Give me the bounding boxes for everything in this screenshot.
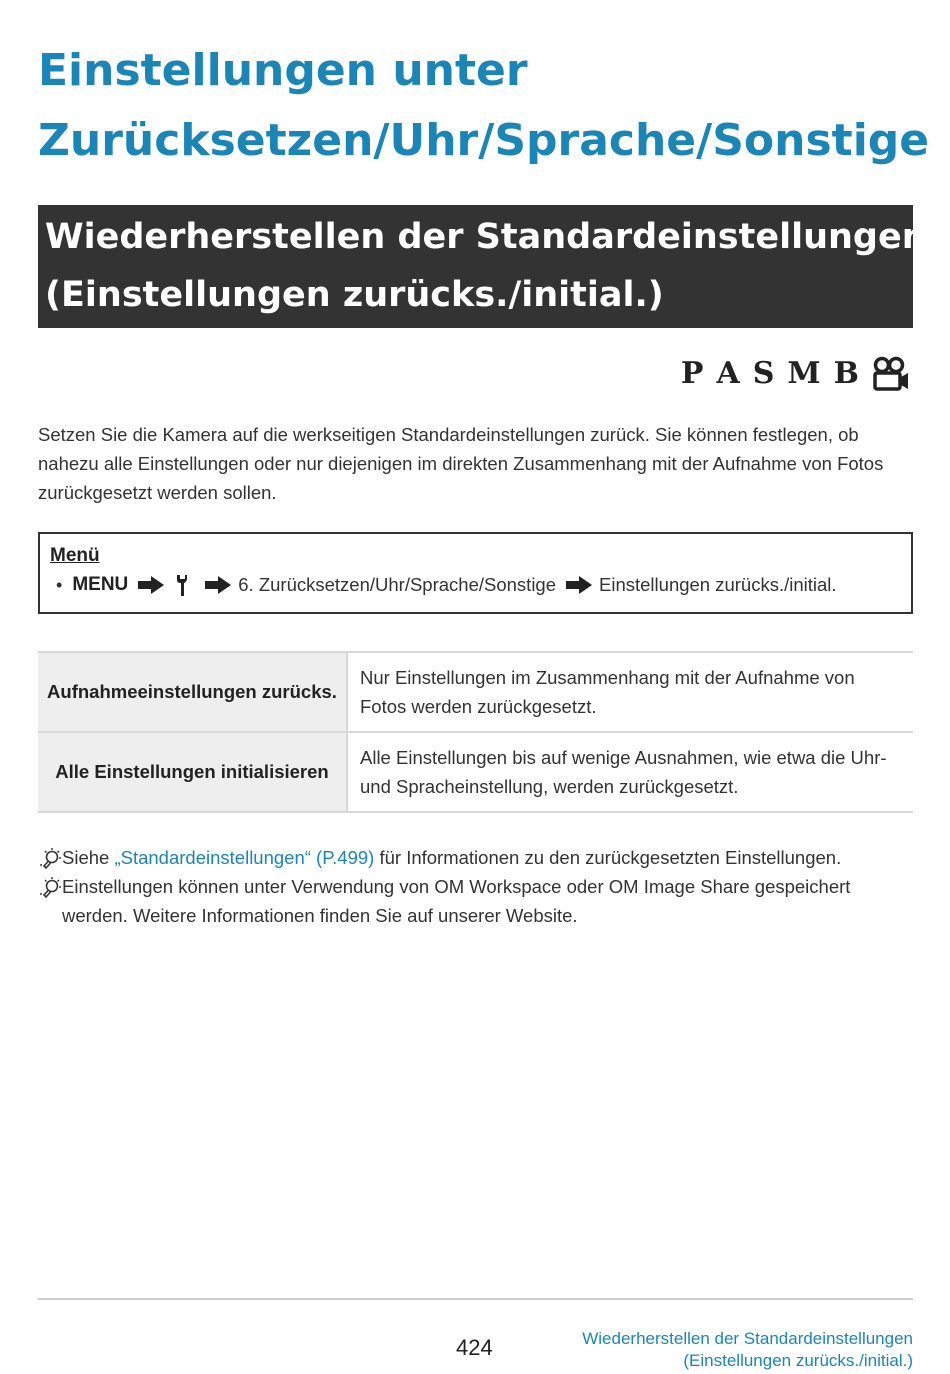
- menu-path: [50, 570, 901, 600]
- section-heading-line-2: (Einstellungen zurücks./initial.): [45, 275, 664, 315]
- page-title-line-2: Zurücksetzen/Uhr/Sprache/Sonstige: [38, 115, 930, 166]
- mode-b: B: [833, 356, 859, 391]
- tip-note-2-text: Einstellungen können unter Verwendung von OM Workspace oder OM Image Share gespeichert werden. Weitere Informationen finden Sie auf unserer Website.: [62, 876, 851, 926]
- option-name: Alle Einstellungen initialisieren: [38, 732, 347, 812]
- menu-step-tab: 6. Zurücksetzen/Uhr/Sprache/Sonstige: [238, 574, 557, 595]
- wrench-icon: [175, 573, 189, 597]
- lightbulb-tip-icon: [38, 876, 62, 900]
- mode-m: M: [787, 356, 821, 391]
- table-row: [38, 732, 913, 812]
- lightbulb-tip-icon: [38, 847, 62, 871]
- footer-ref-line-1: Wiederherstellen der Standardeinstellungen: [582, 1329, 913, 1348]
- tip-note-1-text: [62, 843, 841, 872]
- shooting-modes: [681, 356, 910, 392]
- tip-note-1: [38, 843, 898, 872]
- bullet: •: [56, 575, 63, 595]
- table-row: [38, 652, 913, 732]
- option-description: Nur Einstellungen im Zusammenhang mit der Aufnahme von Fotos werden zurückgesetzt.: [347, 652, 913, 732]
- mode-s: S: [752, 356, 775, 391]
- footer-divider: [38, 1298, 913, 1300]
- page-title: [38, 36, 930, 176]
- option-description: Alle Einstellungen bis auf wenige Ausnahmen, wie etwa die Uhr- und Spracheinstellung, werden zurückgesetzt.: [347, 732, 913, 812]
- standard-settings-link[interactable]: „Standardeinstellungen“ (P.499): [114, 847, 375, 868]
- menu-button-label: MENU: [72, 574, 129, 595]
- option-name: Aufnahmeeinstellungen zurücks.: [38, 652, 347, 732]
- arrow-right-icon: [205, 576, 231, 594]
- movie-camera-icon: [872, 356, 910, 392]
- section-heading-banner: [38, 205, 927, 328]
- menu-step-item: Einstellungen zurücks./initial.: [599, 574, 837, 595]
- footer-ref-line-2: (Einstellungen zurücks./initial.): [683, 1351, 913, 1370]
- page-title-line-1: Einstellungen unter: [38, 45, 528, 96]
- arrow-right-icon: [566, 576, 592, 594]
- footer-section-link[interactable]: [582, 1328, 913, 1372]
- section-heading-line-1: Wiederherstellen der Standardeinstellungen: [45, 217, 927, 257]
- note-1-prefix: Siehe: [62, 847, 115, 868]
- page-number: 424: [456, 1335, 493, 1360]
- intro-paragraph: Setzen Sie die Kamera auf die werkseitigen Standardeinstellungen zurück. Sie können festlegen, ob nahezu alle Einstellungen oder nur diejenigen im direkten Zusammenhang mit der Aufnahme von Fotos zurückgesetzt werden sollen.: [38, 424, 884, 503]
- note-1-suffix: für Informationen zu den zurückgesetzten Einstellungen.: [374, 847, 842, 868]
- options-table: [38, 651, 913, 813]
- menu-path-box: [38, 532, 913, 614]
- tip-note-2: [38, 872, 898, 930]
- mode-a: A: [716, 356, 740, 391]
- arrow-right-icon: [138, 576, 164, 594]
- menu-heading: Menü: [50, 545, 100, 566]
- mode-p: P: [680, 356, 704, 391]
